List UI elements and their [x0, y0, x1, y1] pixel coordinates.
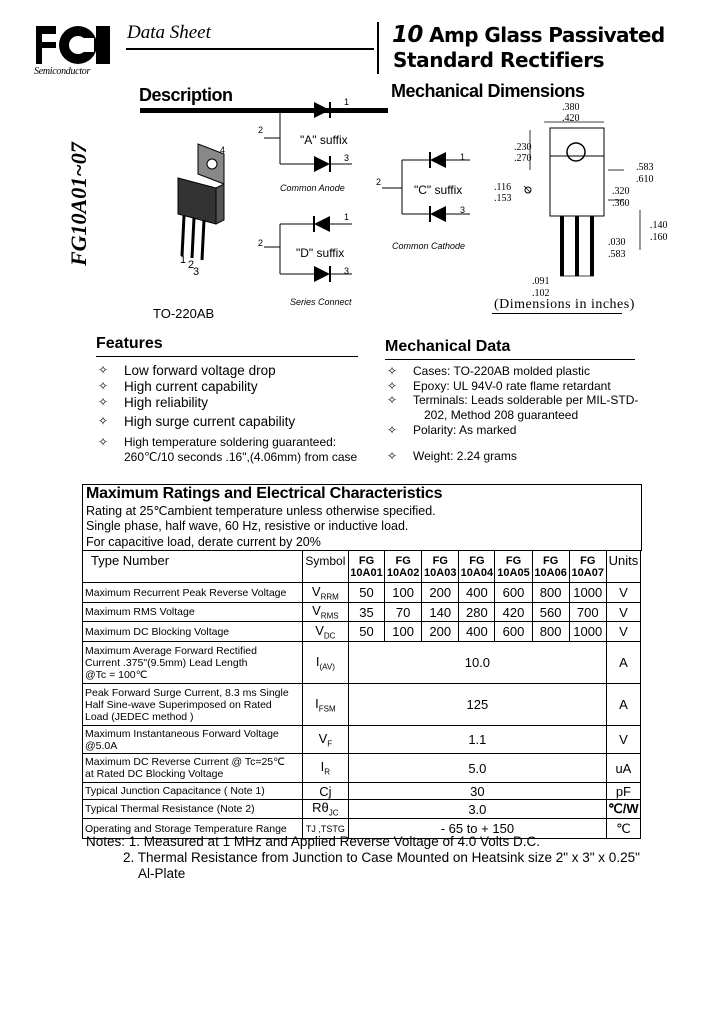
- c-pin1: 1: [460, 152, 466, 162]
- table-row: Peak Forward Surge Current, 8.3 ms Single Half Sine-wave Superimposed on Rated Load (JEDEC method ) $I_{FSM}$ 125 A: [83, 684, 641, 726]
- bullet-icon: ✧: [387, 393, 398, 407]
- dim-153: .153: [494, 193, 512, 204]
- ratings-note: Single phase, half wave, 60 Hz, resistive or inductive load.: [86, 519, 409, 533]
- tab-pin-label: 4: [220, 145, 226, 155]
- dim-102: .102: [532, 288, 550, 299]
- package-drawing: [168, 140, 240, 280]
- pin3-label: 3: [193, 266, 200, 278]
- feature-item: ✧ Low forward voltage drop: [98, 363, 276, 378]
- header-part: FG 10A05: [495, 551, 532, 583]
- suffix-c-label: "C" suffix: [414, 183, 463, 197]
- title-amp-number: 10: [392, 22, 423, 48]
- header-type-number: Type Number: [83, 551, 303, 583]
- c-pin2: 2: [376, 177, 382, 187]
- mech-item: ✧ Polarity: As marked: [387, 423, 517, 437]
- note-2: 2. Thermal Resistance from Junction to Case Mounted on Heatsink size 2" x 3" x 0.25": [123, 850, 640, 865]
- d-pin2: 2: [258, 238, 264, 248]
- dim-320: .320: [612, 186, 630, 197]
- description-heading: Description: [139, 85, 233, 105]
- logo-subtitle: Semiconductor: [34, 66, 91, 77]
- dim-116: .116: [494, 182, 512, 193]
- table-row: Maximum RMS Voltage $V_{RMS}$ 35 70 140 280 420 560 700 V: [83, 603, 641, 622]
- table-row: Maximum Instantaneous Forward Voltage @5.0A $V_F$ 1.1 V: [83, 726, 641, 754]
- a-pin1: 1: [344, 97, 350, 107]
- pin1-label: 1: [180, 254, 187, 266]
- table-header-row: [83, 551, 641, 583]
- table-row: Typical Junction Capacitance ( Note 1) Cj 30 pF: [83, 783, 641, 800]
- dim-230: .230: [514, 142, 532, 153]
- feature-soldering-line2: 260℃/10 seconds .16",(4.06mm) from case: [124, 450, 358, 464]
- dim-030: .030: [608, 237, 626, 248]
- table-row: Maximum Recurrent Peak Reverse Voltage $V_{RRM}$ 50 100 200 400 600 800 1000 V: [83, 583, 641, 603]
- a-pin2: 2: [258, 125, 264, 135]
- dim-160: .160: [650, 232, 668, 243]
- pin2-label: 2: [188, 259, 195, 271]
- bullet-icon: ✧: [387, 379, 398, 393]
- dim-140: .140: [650, 220, 668, 231]
- dim-420: .420: [562, 113, 580, 124]
- company-logo: [34, 24, 112, 68]
- header-units: Units: [606, 551, 640, 583]
- header-divider: [377, 22, 379, 74]
- features-heading: Features: [96, 335, 163, 352]
- dim-610: .610: [636, 174, 654, 185]
- dimension-drawing: [500, 100, 700, 300]
- mech-item-cont: 202, Method 208 guaranteed: [424, 408, 579, 422]
- doc-type-label: Data Sheet: [127, 22, 211, 43]
- header-part: FG 10A01: [348, 551, 384, 583]
- mech-item: ✧ Weight: 2.24 grams: [387, 449, 517, 463]
- note-2-cont: Al-Plate: [138, 866, 186, 881]
- dim-270: .270: [514, 153, 532, 164]
- d-pin1: 1: [344, 212, 350, 222]
- mechanical-data-rule: [385, 359, 635, 360]
- table-row: Typical Thermal Resistance (Note 2) $R\theta_{JC}$ 3.0 ℃/W: [83, 800, 641, 819]
- ratings-title: Maximum Ratings and Electrical Characteristics: [86, 485, 443, 502]
- header-part: FG 10A04: [459, 551, 495, 583]
- title-rest: Amp Glass Passivated: [422, 23, 665, 47]
- ratings-note: Rating at 25℃ambient temperature unless otherwise specified.: [86, 504, 436, 518]
- dimensions-rule: [492, 313, 622, 314]
- bullet-icon: ✧: [98, 379, 109, 393]
- doc-title: [392, 22, 665, 48]
- header-part: FG 10A06: [532, 551, 569, 583]
- package-label: TO-220AB: [153, 306, 215, 321]
- header-part: FG 10A03: [422, 551, 459, 583]
- bullet-icon: ✧: [98, 363, 109, 377]
- mech-item: ✧ Epoxy: UL 94V-0 rate flame retardant: [387, 379, 611, 393]
- a-pin3: 3: [344, 153, 350, 163]
- bullet-icon: ✧: [98, 414, 109, 428]
- doc-title-line2: Standard Rectifiers: [393, 48, 605, 72]
- ratings-table: [82, 550, 641, 839]
- bullet-icon: ✧: [387, 364, 398, 378]
- bullet-icon: ✧: [98, 395, 109, 409]
- table-row: Maximum Average Forward Rectified Current .375"(9.5mm) Lead Length @Tc = 100℃ $I_{(AV)}$ 10.0 A: [83, 642, 641, 684]
- header-part: FG 10A02: [385, 551, 422, 583]
- dim-583: .583: [636, 162, 654, 173]
- mech-item: ✧ Terminals: Leads solderable per MIL-STD-: [387, 393, 639, 407]
- feature-item: ✧ High current capability: [98, 379, 258, 394]
- part-number: FG10A01~07: [66, 142, 91, 266]
- series-connect-label: Series Connect: [290, 297, 352, 307]
- header-underline: [126, 48, 374, 50]
- suffix-a-label: "A" suffix: [300, 133, 348, 147]
- feature-item: ✧ High reliability: [98, 395, 209, 410]
- bullet-icon: ✧: [98, 435, 109, 449]
- bullet-icon: ✧: [387, 423, 398, 437]
- mechanical-dimensions-heading: Mechanical Dimensions: [391, 81, 585, 101]
- notes: [86, 834, 640, 882]
- dim-380: .380: [562, 102, 580, 113]
- table-row: Operating and Storage Temperature Range TJ ,TSTG - 65 to + 150 ℃: [83, 819, 641, 839]
- common-cathode-label: Common Cathode: [392, 241, 466, 251]
- features-rule: [96, 356, 358, 357]
- suffix-d-label: "D" suffix: [296, 246, 345, 260]
- note-1: Notes: 1. Measured at 1 MHz and Applied Reverse Voltage of 4.0 Volts D.C.: [86, 834, 540, 849]
- dim-091: .091: [532, 276, 550, 287]
- common-anode-label: Common Anode: [280, 183, 345, 193]
- table-row: Maximum DC Reverse Current @ Tc=25℃ at Rated DC Blocking Voltage $I_R$ 5.0 uA: [83, 754, 641, 783]
- feature-item-soldering: ✧ High temperature soldering guaranteed:: [98, 435, 337, 449]
- mech-item: ✧ Cases: TO-220AB molded plastic: [387, 364, 590, 378]
- dim-583b: .583: [608, 249, 626, 260]
- ratings-note: For capacitive load, derate current by 20%: [86, 535, 321, 549]
- mechanical-data-heading: Mechanical Data: [385, 338, 511, 355]
- feature-item: ✧ High surge current capability: [98, 414, 296, 429]
- dim-360: .360: [612, 198, 630, 209]
- bullet-icon: ✧: [387, 449, 398, 463]
- table-row: Maximum DC Blocking Voltage $V_{DC}$ 50 100 200 400 600 800 1000 V: [83, 622, 641, 642]
- header-symbol: Symbol: [302, 551, 348, 583]
- c-pin3: 3: [460, 205, 466, 215]
- dimensions-note: (Dimensions in inches): [494, 297, 635, 312]
- header-part: FG 10A07: [569, 551, 606, 583]
- d-pin3: 3: [344, 266, 350, 276]
